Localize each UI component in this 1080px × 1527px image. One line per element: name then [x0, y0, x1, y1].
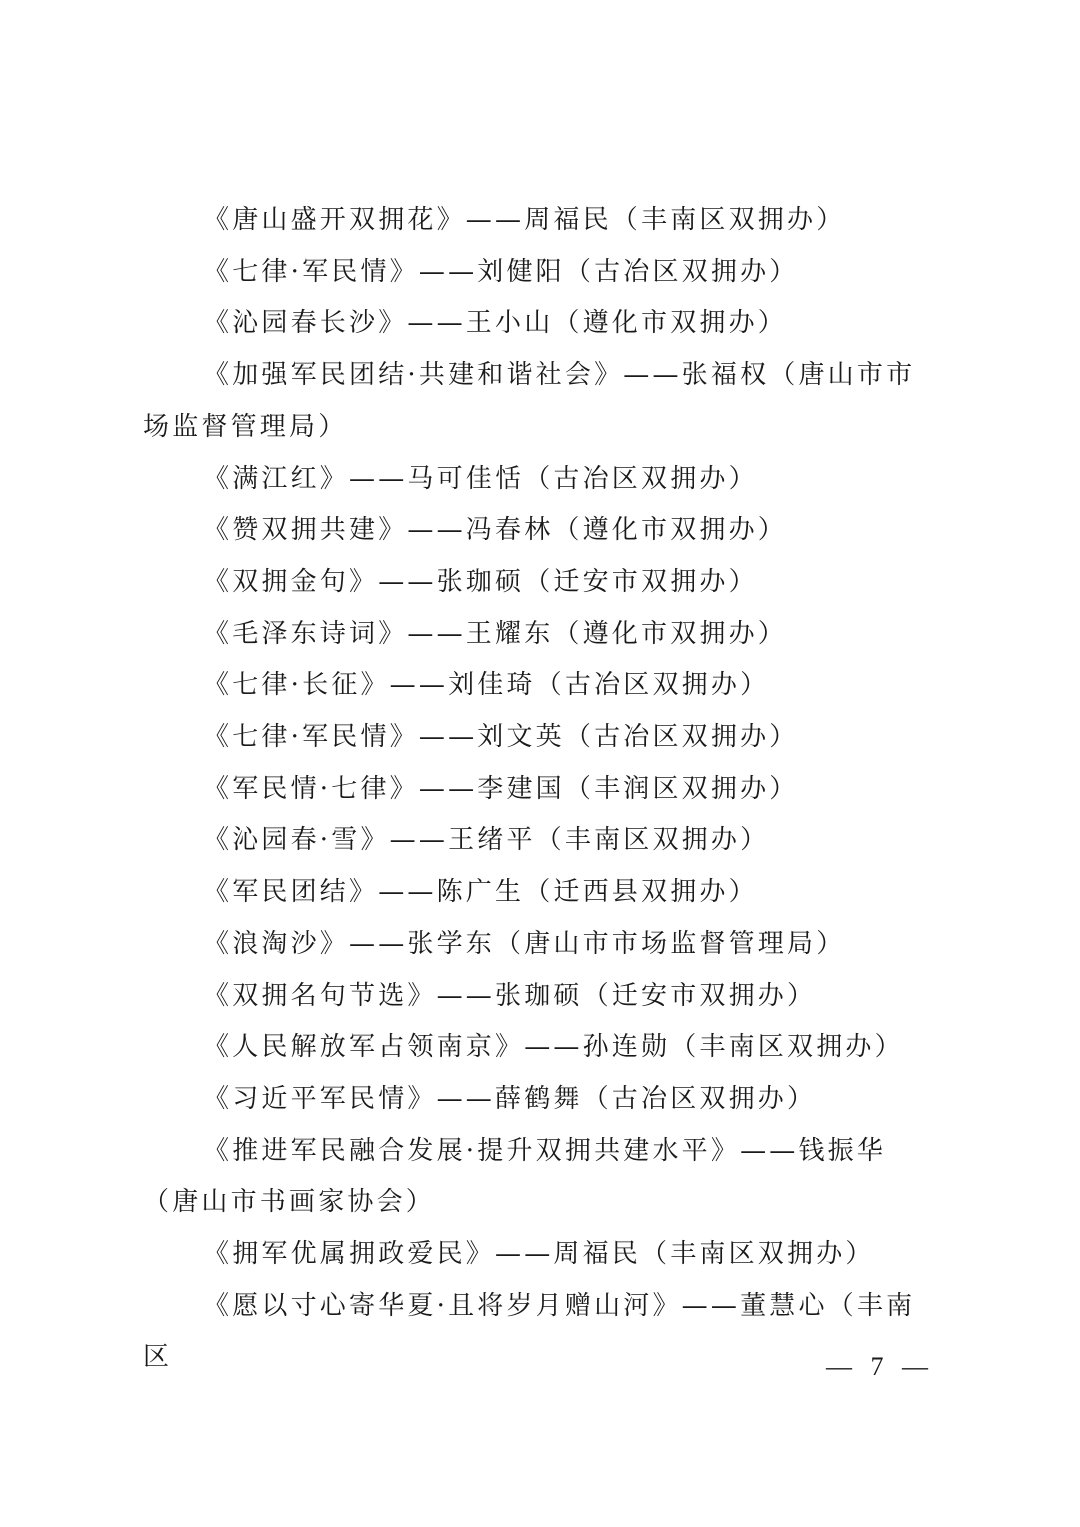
list-item: 《人民解放军占领南京》——孙连勋（丰南区双拥办） [203, 1032, 904, 1063]
list-item: 《加强军民团结·共建和谐社会》——张福权（唐山市市场监督管理局） [143, 360, 916, 442]
list-item: 《习近平军民情》——薛鹤舞（古冶区双拥办） [203, 1083, 817, 1114]
list-item: 《愿以寸心寄华夏·且将岁月赠山河》——董慧心（丰南区 [143, 1290, 916, 1373]
list-item: 《浪淘沙》——张学东（唐山市市场监督管理局） [203, 928, 846, 959]
list-item: 《七律·军民情》——刘文英（古冶区双拥办） [203, 722, 799, 753]
list-item: 《七律·军民情》——刘健阳（古冶区双拥办） [203, 256, 799, 287]
list-item: 《双拥名句节选》——张珈硕（迁安市双拥办） [203, 980, 817, 1011]
list-item: 《毛泽东诗词》——王耀东（遵化市双拥办） [203, 618, 788, 649]
list-item: 《七律·长征》——刘佳琦（古冶区双拥办） [203, 670, 770, 701]
list-item: 《满江红》——马可佳恬（古冶区双拥办） [203, 463, 758, 494]
list-item: 《军民情·七律》——李建国（丰润区双拥办） [203, 773, 799, 804]
list-item: 《军民团结》——陈广生（迁西县双拥办） [203, 877, 758, 908]
list-item: 《拥军优属拥政爱民》——周福民（丰南区双拥办） [203, 1239, 875, 1270]
list-item: 《赞双拥共建》——冯春林（遵化市双拥办） [203, 515, 788, 546]
list-item: 《沁园春长沙》——王小山（遵化市双拥办） [203, 308, 788, 339]
list-item: 《推进军民融合发展·提升双拥共建水平》——钱振华（唐山市书画家协会） [143, 1135, 887, 1218]
list-item: 《双拥金句》——张珈硕（迁安市双拥办） [203, 566, 758, 597]
list-item: 《沁园春·雪》——王绪平（丰南区双拥办） [203, 825, 770, 856]
list-item: 《唐山盛开双拥花》——周福民（丰南区双拥办） [203, 205, 846, 235]
page-number: — 7 — [826, 1352, 934, 1381]
document-body [143, 195, 943, 1384]
